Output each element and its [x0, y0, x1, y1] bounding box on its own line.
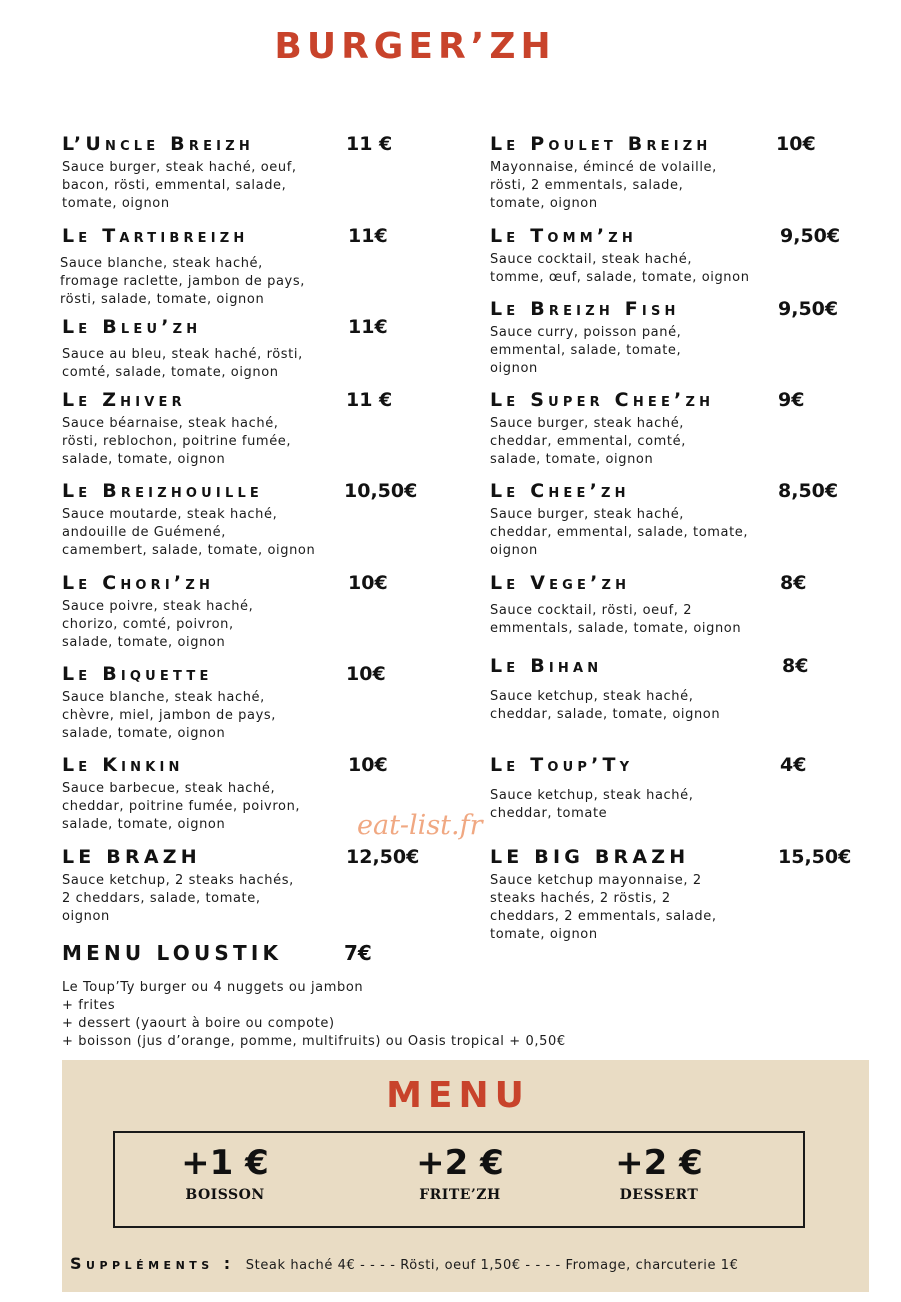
item-price: 4€ [780, 754, 807, 776]
item-price: 11 € [346, 389, 393, 411]
item-description: Sauce curry, poisson pané, emmental, salade, tomate, oignon [490, 325, 682, 376]
watermark: eat-list.fr [357, 810, 483, 841]
item-name: Le Kinkin [62, 754, 184, 776]
supplements-text: Steak haché 4€ - - - - Rösti, oeuf 1,50€ - - - - Fromage, charcuterie 1€ [245, 1258, 739, 1273]
item-name: Le Bihan [490, 655, 603, 677]
item-description: Sauce cocktail, steak haché, tomme, œuf, salade, tomate, oignon [490, 252, 750, 285]
item-price: 9,50€ [780, 225, 841, 247]
formula-label: BOISSON [185, 1187, 265, 1203]
loustik-details [62, 979, 662, 1051]
supplements-line [70, 1254, 739, 1273]
item-name: Le Super Chee’zh [490, 389, 715, 411]
item-name: Le Bleu’zh [62, 316, 202, 338]
loustik-title: MENU LOUSTIK [62, 941, 283, 965]
item-price: 11€ [348, 316, 388, 338]
item-description: Sauce barbecue, steak haché, cheddar, poitrine fumée, poivron, salade, tomate, oignon [62, 781, 301, 832]
formula-label: DESSERT [619, 1187, 699, 1203]
item-price: 11 € [346, 133, 393, 155]
item-name: Le Biquette [62, 663, 213, 685]
item-price: 10,50€ [344, 480, 418, 502]
formula-frite [380, 1143, 540, 1203]
item-price: 10€ [348, 572, 388, 594]
item-description: Sauce blanche, steak haché, fromage raclette, jambon de pays, rösti, salade, tomate, oignon [60, 256, 305, 307]
item-price: 9,50€ [778, 298, 839, 320]
item-name: Le Chee’zh [490, 480, 630, 502]
item-price: 9€ [778, 389, 805, 411]
item-price: 8€ [782, 655, 809, 677]
item-name: L’Uncle Breizh [62, 133, 254, 155]
item-price: 10€ [346, 663, 386, 685]
item-description: Sauce béarnaise, steak haché, rösti, reblochon, poitrine fumée, salade, tomate, oignon [62, 416, 292, 467]
item-description: Sauce blanche, steak haché, chèvre, miel, jambon de pays, salade, tomate, oignon [62, 690, 276, 741]
formula-price: +1 € [181, 1143, 269, 1183]
item-description: Sauce burger, steak haché, oeuf, bacon, rösti, emmental, salade, tomate, oignon [62, 160, 297, 211]
loustik-line: + dessert (yaourt à boire ou compote) [62, 1016, 335, 1031]
item-name: Le Toup’Ty [490, 754, 634, 776]
item-description: Sauce ketchup, steak haché, cheddar, salade, tomate, oignon [490, 689, 721, 722]
item-description: Sauce poivre, steak haché, chorizo, comté, poivron, salade, tomate, oignon [62, 599, 254, 650]
item-name: LE BRAZH [62, 846, 201, 868]
item-price: 15,50€ [778, 846, 852, 868]
item-price: 8€ [780, 572, 807, 594]
supplements-label: Suppléments : [70, 1254, 235, 1273]
loustik-price: 7€ [344, 941, 372, 965]
item-name: LE BIG BRAZH [490, 846, 690, 868]
item-description: Sauce au bleu, steak haché, rösti, comté, salade, tomate, oignon [62, 347, 303, 380]
item-price: 10€ [776, 133, 816, 155]
formula-boisson [145, 1143, 305, 1203]
formula-label: FRITE’ZH [419, 1187, 501, 1203]
item-name: Le Tartibreizh [62, 225, 249, 247]
item-description: Sauce ketchup, 2 steaks hachés, 2 cheddars, salade, tomate, oignon [62, 873, 294, 924]
loustik-line: Le Toup’Ty burger ou 4 nuggets ou jambon [62, 980, 364, 995]
item-name: Le Breizh Fish [490, 298, 680, 320]
formula-dessert [579, 1143, 739, 1203]
item-price: 10€ [348, 754, 388, 776]
item-price: 12,50€ [346, 846, 420, 868]
formula-price: +2 € [615, 1143, 703, 1183]
item-name: Le Poulet Breizh [490, 133, 712, 155]
item-name: Le Breizhouille [62, 480, 264, 502]
menu-title: BURGER’ZH [274, 26, 556, 67]
item-description: Sauce ketchup, steak haché, cheddar, tomate [490, 788, 694, 821]
item-description: Sauce burger, steak haché, cheddar, emmental, salade, tomate, oignon [490, 507, 749, 558]
menu-formula-panel [62, 1060, 869, 1292]
item-description: Sauce burger, steak haché, cheddar, emmental, comté, salade, tomate, oignon [490, 416, 686, 467]
formula-frame [113, 1131, 805, 1228]
item-description: Sauce moutarde, steak haché, andouille de Guémené, camembert, salade, tomate, oignon [62, 507, 316, 558]
menu-section-title: MENU [386, 1075, 530, 1116]
item-name: Le Tomm’zh [490, 225, 638, 247]
loustik-line: + boisson (jus d’orange, pomme, multifruits) ou Oasis tropical + 0,50€ [62, 1034, 566, 1049]
item-name: Le Vege’zh [490, 572, 631, 594]
formula-price: +2 € [416, 1143, 504, 1183]
item-description: Sauce cocktail, rösti, oeuf, 2 emmentals, salade, tomate, oignon [490, 603, 742, 636]
item-name: Le Chori’zh [62, 572, 215, 594]
item-name: Le Zhiver [62, 389, 186, 411]
item-description: Sauce ketchup mayonnaise, 2 steaks hachés, 2 röstis, 2 cheddars, 2 emmentals, salade, tomate, oignon [490, 873, 717, 942]
item-description: Mayonnaise, émincé de volaille, rösti, 2 emmentals, salade, tomate, oignon [490, 160, 717, 211]
item-price: 8,50€ [778, 480, 839, 502]
item-price: 11€ [348, 225, 388, 247]
loustik-line: + frites [62, 998, 116, 1013]
